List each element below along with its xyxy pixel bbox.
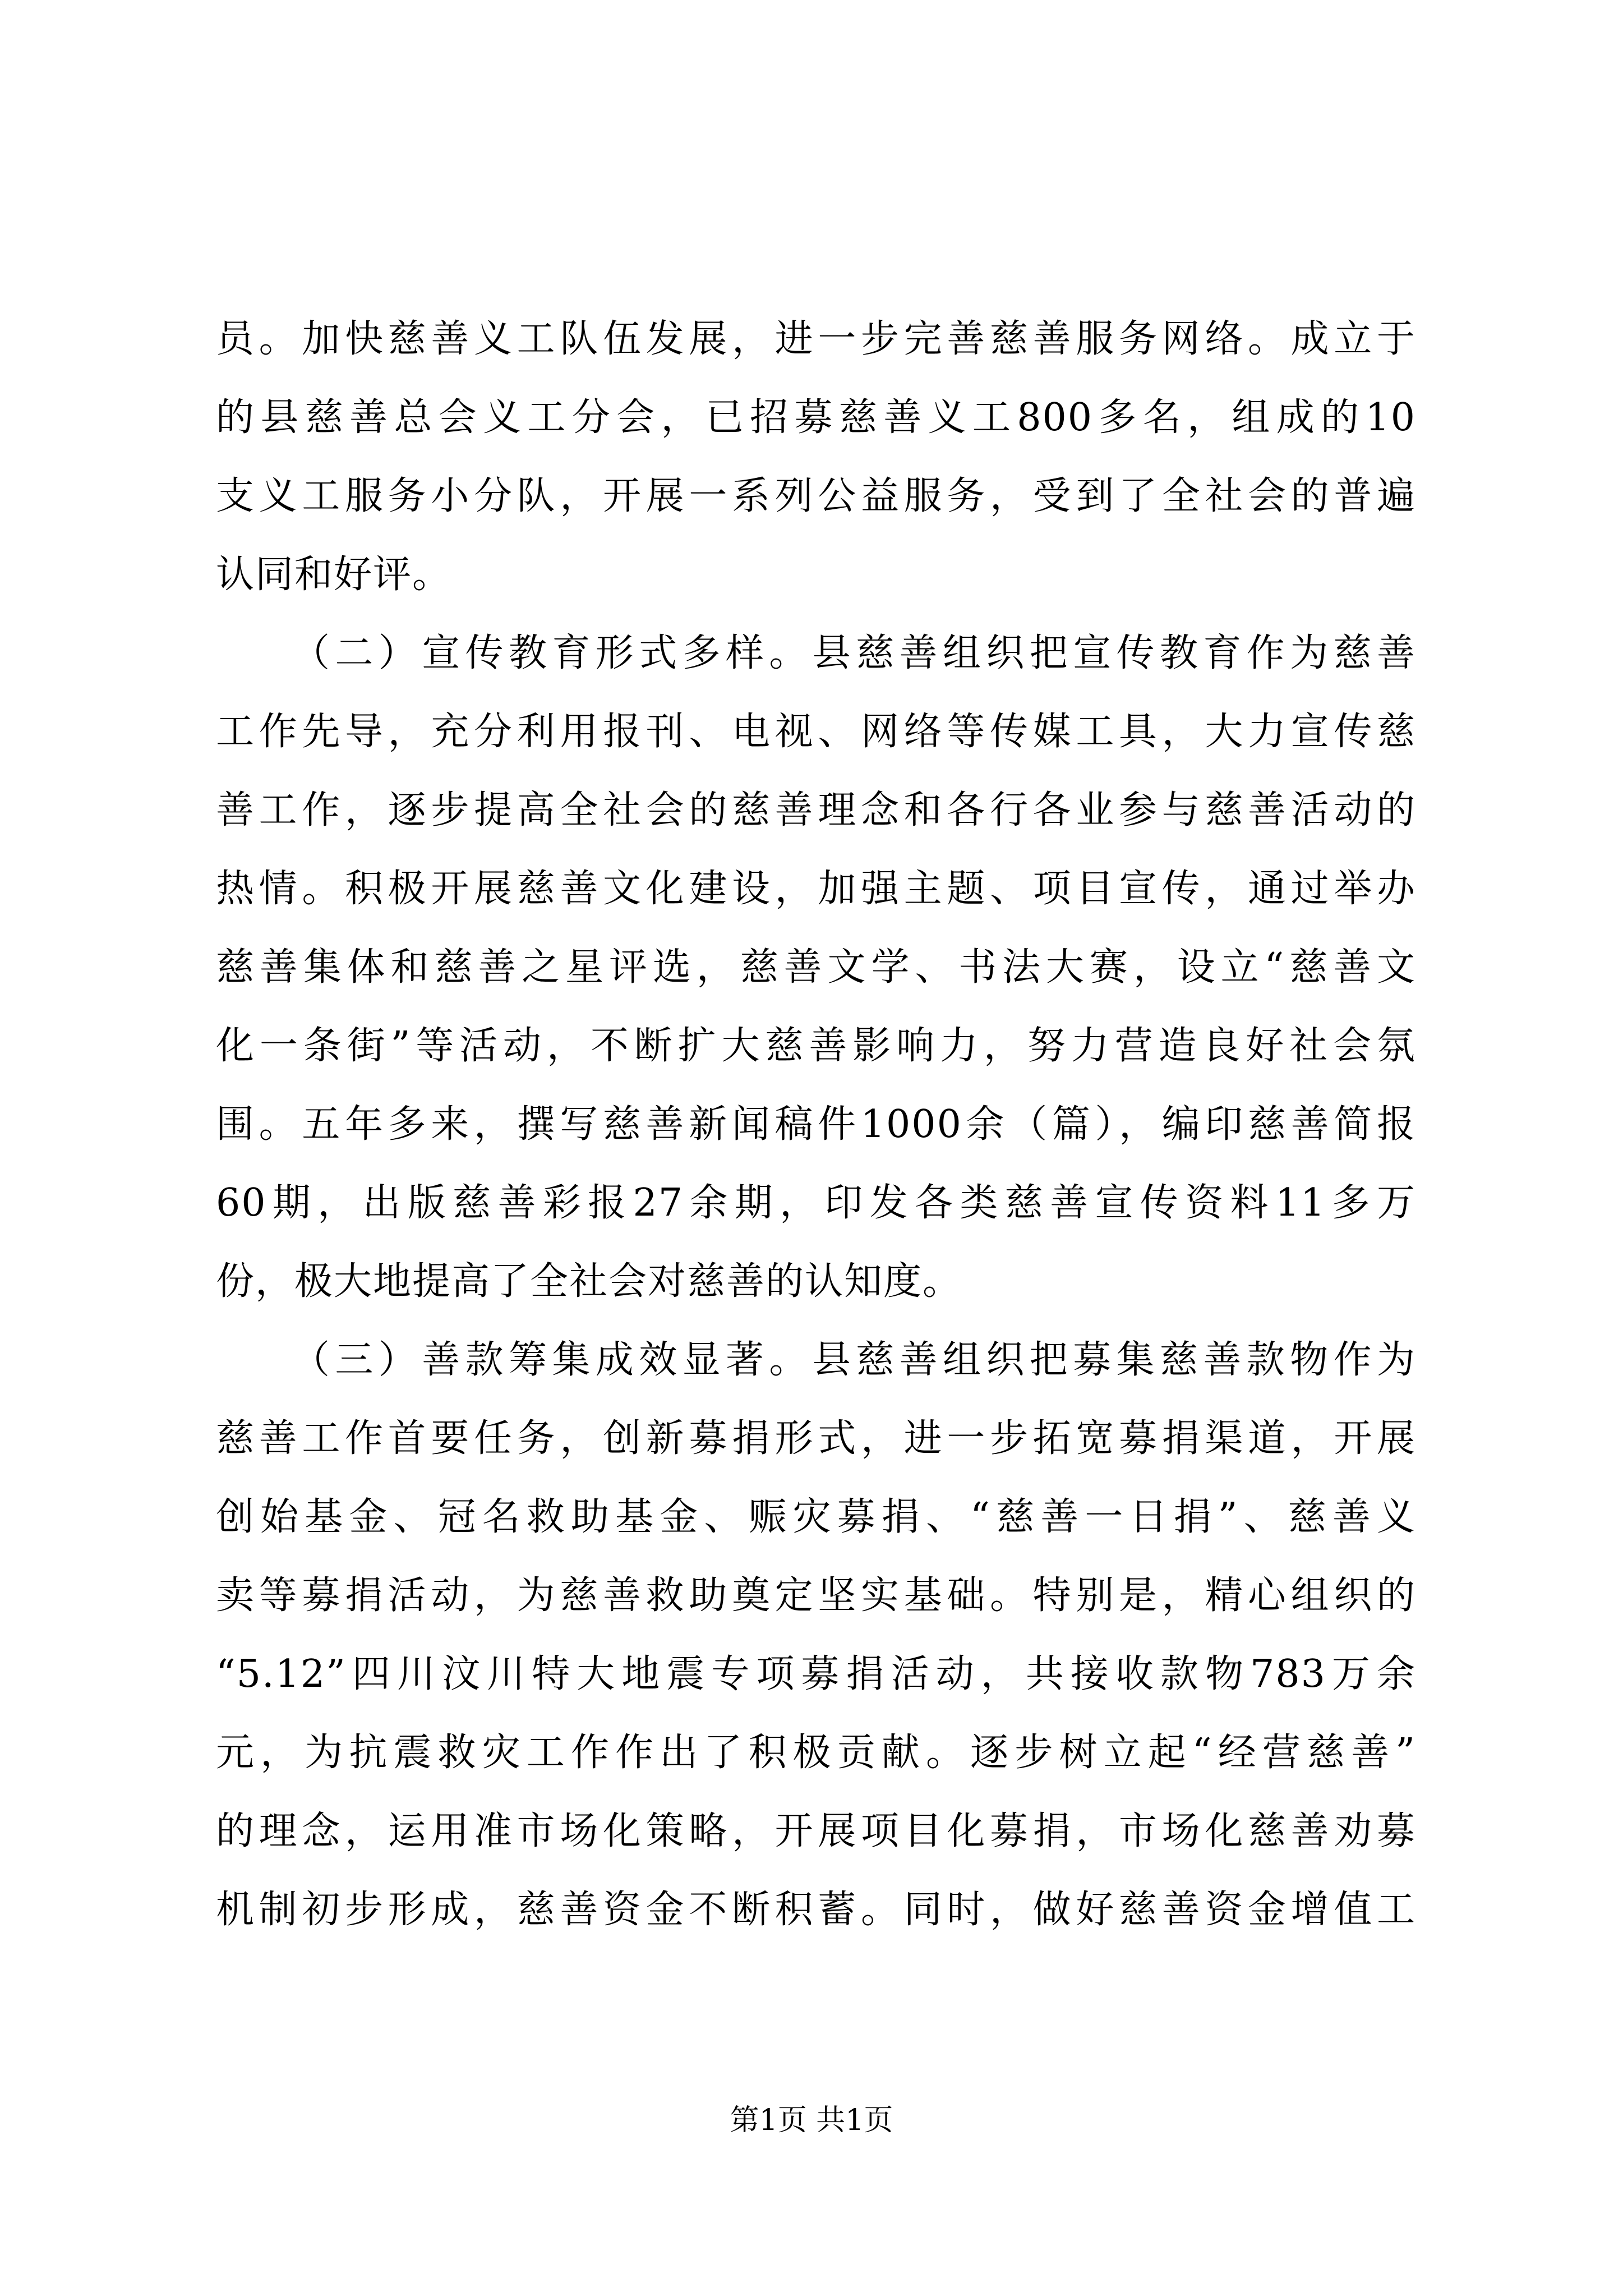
text-line: 机制初步形成，慈善资金不断积蓄。同时，做好慈善资金增值工 — [216, 1888, 1416, 1932]
text-line: 热情。积极开展慈善文化建设，加强主题、项目宣传，通过举办 — [216, 867, 1416, 911]
text-line: 创始基金、冠名救助基金、赈灾募捐、“慈善一日捐”、慈善义 — [216, 1495, 1416, 1539]
text-line: 卖等募捐活动，为慈善救助奠定坚实基础。特别是，精心组织的 — [216, 1573, 1416, 1618]
text-line: “5.12”四川汶川特大地震专项募捐活动，共接收款物783万余 — [216, 1652, 1416, 1696]
text-line: 份，极大地提高了全社会对慈善的认知度。 — [216, 1259, 962, 1304]
text-line: 工作先导，充分利用报刊、电视、网络等传媒工具，大力宣传慈 — [216, 710, 1416, 754]
text-line: 化一条街”等活动，不断扩大慈善影响力，努力营造良好社会氛 — [216, 1024, 1416, 1068]
text-line: 的理念，运用准市场化策略，开展项目化募捐，市场化慈善劝募 — [216, 1809, 1416, 1853]
text-line: 员。加快慈善义工队伍发展，进一步完善慈善服务网络。成立于 — [216, 317, 1416, 361]
text-line: 善工作，逐步提高全社会的慈善理念和各行各业参与慈善活动的 — [216, 788, 1416, 832]
section-heading-line: （二）宣传教育形式多样。县慈善组织把宣传教育作为慈善 — [292, 631, 1416, 675]
text-line: 支义工服务小分队，开展一系列公益服务，受到了全社会的普遍 — [216, 474, 1416, 518]
text-line: 元，为抗震救灾工作作出了积极贡献。逐步树立起“经营慈善” — [216, 1731, 1416, 1775]
text-line: 认同和好评。 — [216, 553, 452, 597]
page-footer: 第1页 共1页 — [730, 2104, 893, 2137]
text-line: 慈善工作首要任务，创新募捐形式，进一步拓宽募捐渠道，开展 — [216, 1416, 1416, 1461]
text-line: 围。五年多来，撰写慈善新闻稿件1000余（篇），编印慈善简报 — [216, 1102, 1416, 1147]
text-line: 60期，出版慈善彩报27余期，印发各类慈善宣传资料11多万 — [216, 1181, 1416, 1225]
text-line: 慈善集体和慈善之星评选，慈善文学、书法大赛，设立“慈善文 — [216, 945, 1416, 990]
text-line: 的县慈善总会义工分会，已招募慈善义工800多名，组成的10 — [216, 395, 1416, 440]
section-heading-line: （三）善款筹集成效显著。县慈善组织把募集慈善款物作为 — [292, 1338, 1416, 1382]
